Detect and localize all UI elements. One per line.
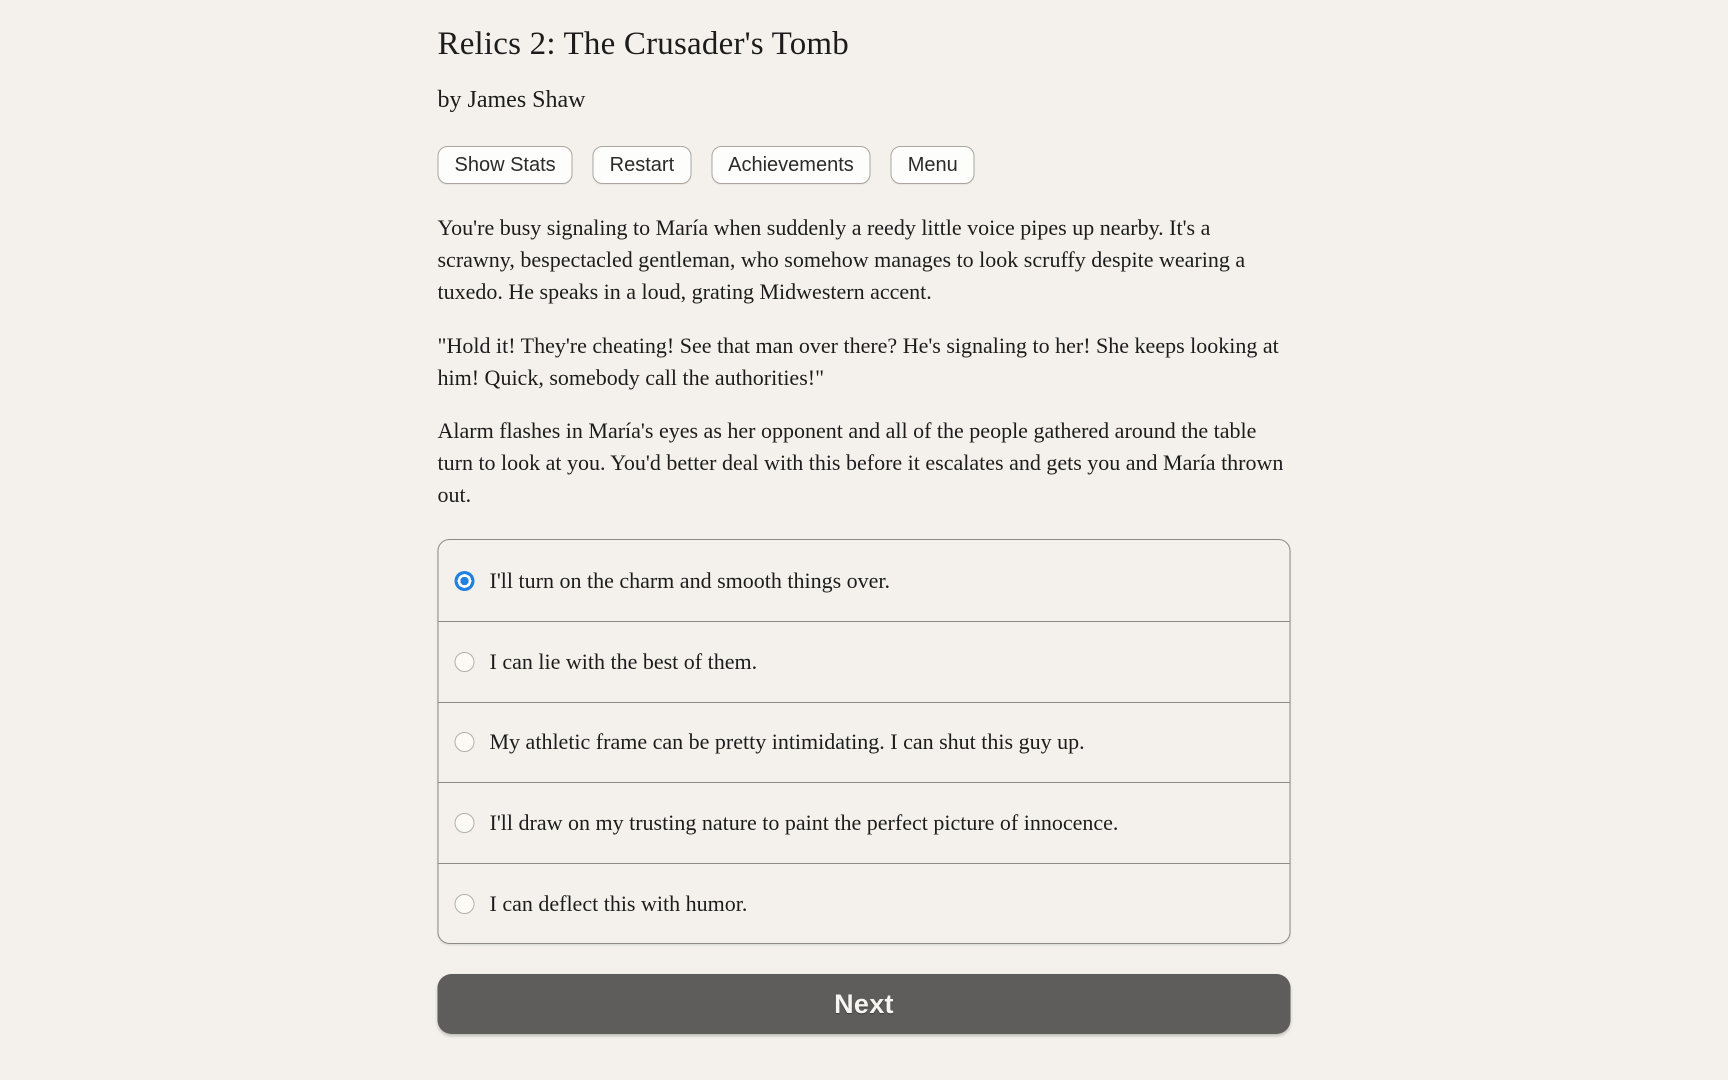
radio-button-icon[interactable] bbox=[455, 652, 475, 672]
choice-option-4[interactable] bbox=[439, 782, 1290, 863]
achievements-button[interactable]: Achievements bbox=[711, 146, 871, 184]
choice-label: I can lie with the best of them. bbox=[489, 648, 758, 674]
radio-button-icon[interactable] bbox=[455, 894, 475, 914]
page-title: Relics 2: The Crusader's Tomb bbox=[437, 26, 850, 62]
choice-option-2[interactable] bbox=[439, 621, 1290, 702]
show-stats-button[interactable]: Show Stats bbox=[438, 146, 573, 184]
story-paragraph: You're busy signaling to María when suddenly a reedy little voice pipes up nearby. It's a scrawny, bespectacled gentleman, who somehow manages to look scruffy despite wearing a tuxedo. He speaks in a loud, grating Midwestern accent. bbox=[437, 215, 1246, 305]
content-column bbox=[438, 0, 1291, 1034]
story-text bbox=[438, 212, 1291, 511]
choice-option-1[interactable] bbox=[439, 540, 1290, 621]
author-byline: by James Shaw bbox=[437, 87, 586, 114]
choice-option-3[interactable] bbox=[439, 702, 1290, 783]
choice-label: My athletic frame can be pretty intimidating. I can shut this guy up. bbox=[489, 729, 1085, 755]
radio-button-icon[interactable] bbox=[455, 813, 475, 833]
restart-button[interactable]: Restart bbox=[593, 146, 691, 184]
story-paragraph: Alarm flashes in María's eyes as her opponent and all of the people gathered around the table turn to look at you. You'd better deal with this before it escalates and gets you and María thrown out. bbox=[437, 418, 1284, 508]
choice-label: I'll turn on the charm and smooth things over. bbox=[489, 567, 891, 593]
choice-list bbox=[438, 539, 1291, 944]
menu-button[interactable]: Menu bbox=[891, 146, 975, 184]
choice-label: I can deflect this with humor. bbox=[489, 890, 748, 916]
next-button[interactable]: Next bbox=[438, 974, 1291, 1034]
radio-button-icon[interactable] bbox=[455, 571, 475, 591]
toolbar bbox=[438, 146, 1291, 184]
radio-button-icon[interactable] bbox=[455, 732, 475, 752]
choice-option-5[interactable] bbox=[439, 863, 1290, 944]
choice-label: I'll draw on my trusting nature to paint the perfect picture of innocence. bbox=[489, 810, 1119, 836]
story-paragraph: "Hold it! They're cheating! See that man over there? He's signaling to her! She keeps looking at him! Quick, somebody call the authorities!" bbox=[437, 333, 1279, 391]
